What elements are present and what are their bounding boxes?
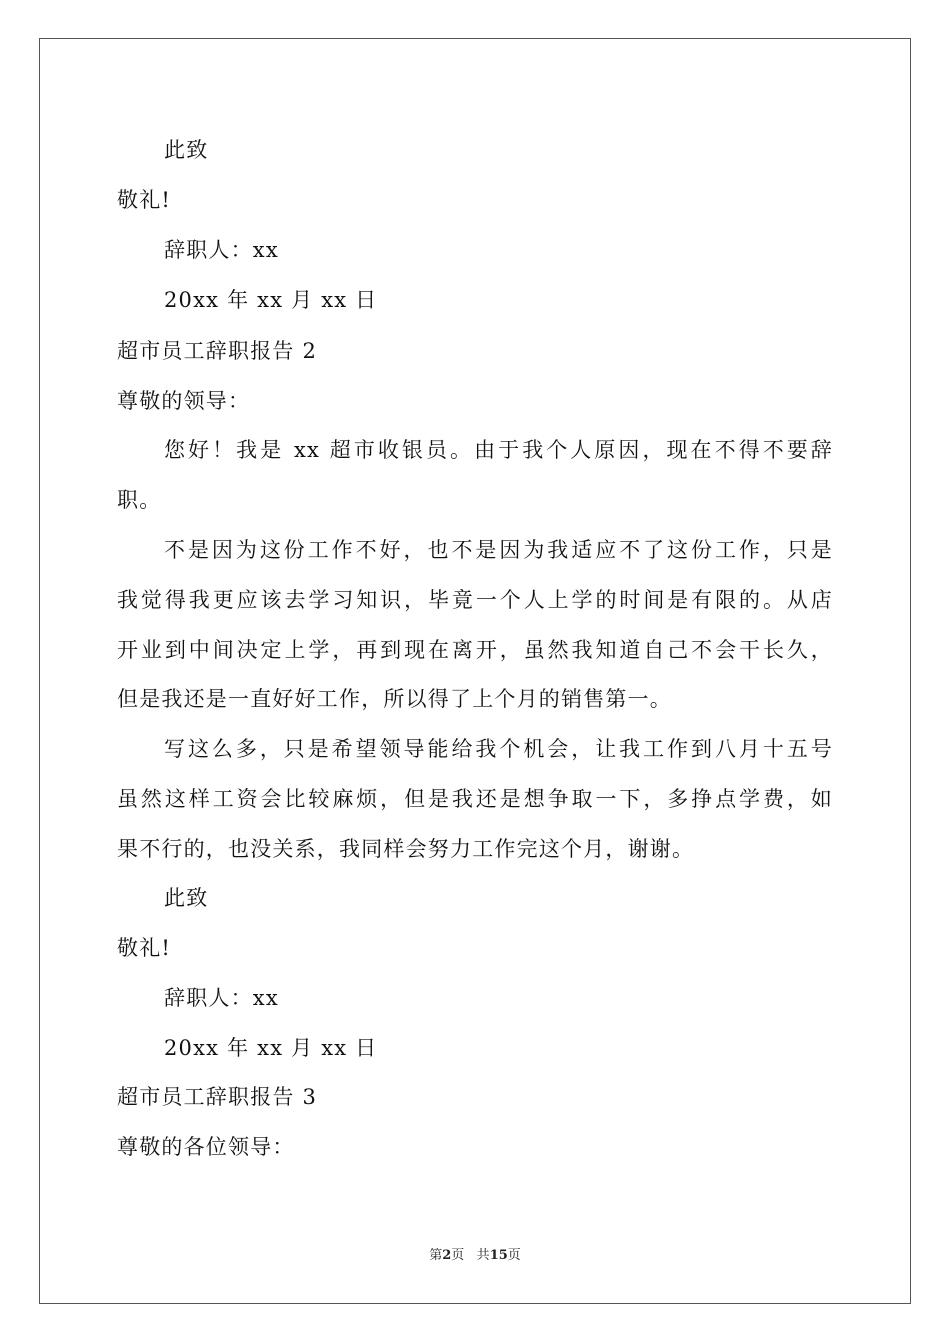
page-border bbox=[39, 38, 911, 1304]
page-footer bbox=[0, 1247, 950, 1265]
greeting: 尊敬的各位领导： bbox=[117, 1135, 295, 1159]
paragraph-line: 虽然这样工资会比较麻烦，但是我还是想争取一下，多挣点学费，如 bbox=[117, 787, 833, 811]
closing-salutation: 此致 bbox=[164, 138, 209, 162]
closing-salutation: 此致 bbox=[164, 886, 209, 910]
paragraph-line: 职。 bbox=[117, 488, 162, 512]
footer-current-page: 2 bbox=[442, 1248, 452, 1263]
paragraph-line: 果不行的，也没关系，我同样会努力工作完这个月，谢谢。 bbox=[117, 837, 695, 861]
signature-date: 20xx 年 xx 月 xx 日 bbox=[164, 1036, 378, 1060]
paragraph-line: 我觉得我更应该去学习知识，毕竟一个人上学的时间是有限的。从店 bbox=[117, 588, 833, 612]
closing-respect: 敬礼! bbox=[117, 188, 172, 212]
closing-respect: 敬礼! bbox=[117, 936, 172, 960]
resigner-signature: 辞职人：xx bbox=[164, 238, 279, 262]
footer-total-pages: 15 bbox=[489, 1248, 508, 1263]
footer-total-suffix: 页 bbox=[507, 1248, 521, 1263]
paragraph-line: 但是我还是一直好好工作，所以得了上个月的销售第一。 bbox=[117, 687, 672, 711]
greeting: 尊敬的领导： bbox=[117, 389, 251, 413]
paragraph-line: 开业到中间决定上学，再到现在离开，虽然我知道自己不会干长久， bbox=[117, 638, 833, 662]
section-title-3: 超市员工辞职报告 3 bbox=[117, 1085, 318, 1109]
section-title-2: 超市员工辞职报告 2 bbox=[117, 339, 318, 363]
paragraph-line: 写这么多，只是希望领导能给我个机会，让我工作到八月十五号 bbox=[164, 737, 833, 761]
signature-date: 20xx 年 xx 月 xx 日 bbox=[164, 288, 378, 312]
footer-page-suffix: 页 bbox=[451, 1248, 465, 1263]
footer-page-prefix: 第 bbox=[429, 1248, 443, 1263]
paragraph-line: 您好！我是 xx 超市收银员。由于我个人原因，现在不得不要辞 bbox=[164, 438, 833, 462]
footer-total-prefix: 共 bbox=[476, 1248, 490, 1263]
resigner-signature: 辞职人：xx bbox=[164, 986, 279, 1010]
paragraph-line: 不是因为这份工作不好，也不是因为我适应不了这份工作，只是 bbox=[164, 538, 833, 562]
